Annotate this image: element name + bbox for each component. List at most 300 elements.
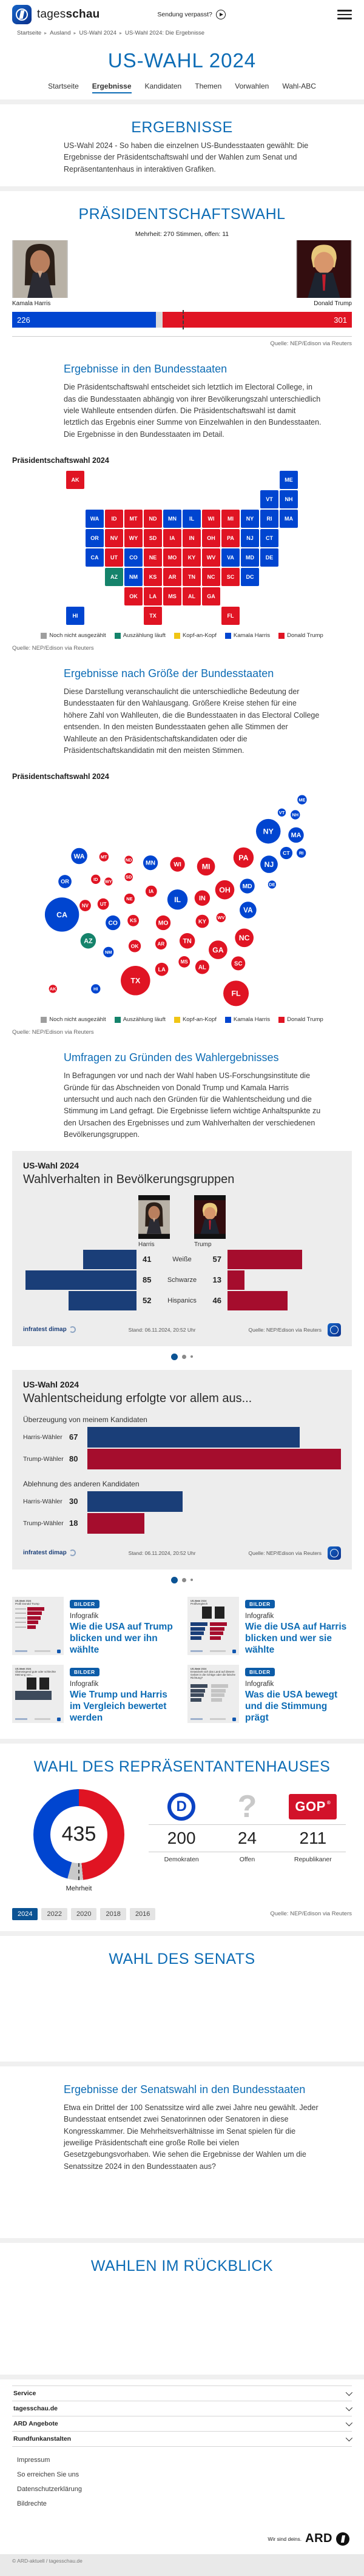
tab-themen[interactable]: Themen: [195, 82, 222, 90]
state-bubble-AK[interactable]: [49, 985, 57, 993]
breadcrumb: [0, 27, 364, 41]
bubble-legend: [0, 1016, 364, 1023]
legend-swatch: [41, 633, 47, 639]
state-tile-NJ[interactable]: NJ: [241, 529, 259, 547]
teaser-kicker: Infografik: [245, 1612, 274, 1620]
state-bubble-SC[interactable]: [231, 957, 245, 971]
state-tile-NY[interactable]: NY: [241, 510, 259, 528]
state-tile-ND[interactable]: ND: [144, 510, 162, 528]
svg-text:WI: WI: [174, 861, 181, 869]
state-bubble-WI[interactable]: [170, 857, 184, 872]
thumb-title: Profil Donald Trump: [15, 1602, 39, 1605]
reason-row: [23, 1512, 341, 1534]
state-tile-MI[interactable]: MI: [221, 510, 240, 528]
thumb-bar-row: [190, 1684, 207, 1688]
legend-item: [115, 1016, 166, 1023]
teaser-title[interactable]: Was die USA bewegt und die Stimmung prägt: [245, 1689, 338, 1724]
footer-link[interactable]: Impressum: [17, 2456, 50, 2464]
carousel-dot[interactable]: [190, 1355, 193, 1358]
state-bubble-IN[interactable]: [195, 891, 210, 906]
state-tile-SD[interactable]: SD: [144, 529, 162, 547]
us-bubble-map: [39, 784, 325, 1010]
state-bubble-LA[interactable]: [155, 963, 169, 976]
reason-bar: [87, 1513, 144, 1534]
svg-text:OR: OR: [61, 878, 69, 885]
state-bubble-KY[interactable]: [196, 915, 209, 928]
year-button-2018[interactable]: 2018: [100, 1908, 126, 1920]
state-tile-AR[interactable]: AR: [163, 568, 181, 586]
carousel-dot[interactable]: [182, 1578, 186, 1582]
carousel-dot-active[interactable]: [171, 1354, 178, 1360]
state-bubble-RI[interactable]: [297, 849, 306, 858]
majority-note: Mehrheit: 270 Stimmen, offen: 11: [135, 231, 229, 238]
thumb-face-trump: [215, 1607, 224, 1619]
thumb-bar-row: [190, 1627, 207, 1631]
year-button-2020[interactable]: 2020: [71, 1908, 96, 1920]
trump-small-label: Trump: [194, 1241, 212, 1248]
trump-bar-track: [228, 1291, 341, 1310]
footer-accordion-service[interactable]: [12, 2385, 352, 2401]
card-wahlentscheidung: [12, 1370, 352, 1570]
harris-bar-track: [23, 1291, 136, 1310]
breadcrumb-separator: ▸: [119, 30, 122, 36]
card1-source: Quelle: NEP/Edison via Reuters: [248, 1326, 322, 1333]
ard-wordmark: ARD: [305, 2532, 332, 2545]
svg-text:MS: MS: [180, 959, 188, 965]
state-tile-UT[interactable]: UT: [105, 548, 123, 567]
svg-text:VT: VT: [278, 810, 285, 816]
state-tile-OH[interactable]: OH: [202, 529, 220, 547]
legend-item: [225, 632, 270, 639]
teaser-title[interactable]: Wie Trump und Harris im Vergleich bewertet werden: [70, 1689, 167, 1724]
thumb-bar: [210, 1627, 224, 1631]
thumb-bar: [27, 1616, 41, 1620]
breadcrumb-item[interactable]: US-Wahl 2024: [79, 30, 116, 36]
state-bubble-WV[interactable]: [217, 913, 226, 922]
state-bubble-NJ[interactable]: [260, 855, 278, 873]
harris-bar: [83, 1250, 136, 1269]
thumb-footer: [190, 1650, 236, 1653]
hamburger-menu-icon[interactable]: [337, 7, 352, 22]
teaser-text: [245, 1597, 352, 1656]
tagesschau-brand[interactable]: [12, 5, 99, 24]
svg-text:HI: HI: [93, 986, 98, 992]
state-tile-MA[interactable]: MA: [280, 510, 298, 528]
svg-text:TN: TN: [183, 937, 192, 945]
ev-segment-harris: 226: [12, 312, 156, 328]
state-tile-WI[interactable]: WI: [202, 510, 220, 528]
card2-title: Wahlentscheidung erfolgte vor allem aus...: [23, 1391, 252, 1405]
svg-text:ME: ME: [298, 797, 306, 803]
state-tile-KS[interactable]: KS: [144, 568, 162, 586]
state-tile-MN[interactable]: MN: [163, 510, 181, 528]
thumb-title: Überwiegend gute oder schlechte Meinung von...: [15, 1670, 56, 1676]
stand-label: Stand: 06.11.2024, 20:52 Uhr: [128, 1326, 196, 1333]
thumb-bar-row: [190, 1631, 207, 1635]
breadcrumb-item[interactable]: US-Wahl 2024: Die Ergebnisse: [124, 30, 205, 36]
state-tile-MT[interactable]: MT: [124, 510, 143, 528]
state-tile-NE[interactable]: NE: [144, 548, 162, 567]
reason-bar-track: [87, 1449, 341, 1469]
state-tile-AZ[interactable]: AZ: [105, 568, 123, 586]
tab-ergebnisse[interactable]: Ergebnisse: [92, 82, 132, 93]
state-bubble-HI[interactable]: [91, 984, 100, 993]
state-bubble-MI[interactable]: [197, 858, 215, 876]
tab-bar: [0, 72, 364, 99]
year-button-2016[interactable]: 2016: [130, 1908, 155, 1920]
legend-swatch: [174, 633, 180, 639]
reason-bar-track: [87, 1491, 341, 1512]
reason-bar: [87, 1427, 300, 1448]
bubble-source: Quelle: NEP/Edison via Reuters: [12, 1029, 94, 1036]
state-tile-VT[interactable]: VT: [260, 490, 278, 508]
harris-small-photo: [138, 1195, 170, 1239]
state-bubble-DE[interactable]: [268, 881, 276, 889]
state-tile-WY[interactable]: WY: [124, 529, 143, 547]
thumb-mini-chart: [190, 1622, 207, 1641]
thumb-mini-chart: [15, 1691, 61, 1700]
carousel-dot[interactable]: [182, 1355, 186, 1359]
state-bubble-OK[interactable]: [129, 940, 141, 953]
svg-text:OH: OH: [219, 886, 231, 895]
footer-accordion-tagesschaude[interactable]: [12, 2401, 352, 2416]
state-bubble-AR[interactable]: [155, 939, 167, 950]
majority-label: Mehrheit: [66, 1884, 92, 1892]
harris-small-label: Harris: [138, 1241, 155, 1248]
house-stats: [149, 1789, 346, 1863]
footer-link[interactable]: Datenschutzerklärung: [17, 2486, 83, 2493]
state-tile-IL[interactable]: IL: [183, 510, 201, 528]
row-labels: [136, 1275, 228, 1284]
carousel-dot[interactable]: [190, 1579, 193, 1581]
senate-results-heading: Ergebnisse der Senatswahl in den Bundesstaaten: [64, 2083, 306, 2096]
trump-bar-track: [228, 1250, 341, 1269]
state-bubble-FL[interactable]: [223, 981, 249, 1006]
state-tile-NV[interactable]: NV: [105, 529, 123, 547]
state-bubble-MT[interactable]: [99, 852, 109, 861]
state-tile-VA[interactable]: VA: [221, 548, 240, 567]
thumb-bar-row: [15, 1620, 61, 1624]
svg-text:MT: MT: [101, 854, 107, 860]
state-bubble-GA[interactable]: [209, 940, 228, 959]
state-tile-LA[interactable]: LA: [144, 587, 162, 605]
state-tile-HI[interactable]: HI: [66, 607, 84, 625]
state-tile-KY[interactable]: KY: [183, 548, 201, 567]
legend-swatch: [225, 1017, 231, 1023]
thumb-bar: [211, 1693, 224, 1697]
thumb-bar: [210, 1636, 221, 1640]
reason-bar: [87, 1449, 341, 1469]
legend-item: [41, 632, 106, 639]
state-bubble-NE[interactable]: [124, 894, 135, 904]
state-bubble-MO[interactable]: [156, 915, 170, 930]
state-bubble-ND[interactable]: [125, 856, 133, 864]
state-tile-TN[interactable]: TN: [183, 568, 201, 586]
house-heading: WAHL DES REPRÄSENTANTENHAUSES: [33, 1758, 331, 1775]
svg-text:MN: MN: [146, 860, 156, 867]
teaser-title[interactable]: Wie die USA auf Harris blicken und wer sie wählte: [245, 1621, 347, 1656]
row-labels: [136, 1296, 228, 1305]
svg-text:NY: NY: [263, 827, 274, 836]
state-tile-ID[interactable]: ID: [105, 510, 123, 528]
thumb-bar-row: [15, 1611, 61, 1615]
thumb-bar-row: [190, 1693, 207, 1697]
state-bubble-NC[interactable]: [235, 929, 254, 948]
footer-accordion-ardangebote[interactable]: [12, 2416, 352, 2431]
svg-text:CA: CA: [56, 911, 68, 920]
state-bubble-SD[interactable]: [125, 873, 133, 881]
thumb-bar-row: [15, 1607, 61, 1611]
card2-kicker: US-Wahl 2024: [23, 1379, 79, 1389]
state-tile-SC[interactable]: SC: [221, 568, 240, 586]
teaser-2[interactable]: [187, 1597, 352, 1656]
state-bubble-NM[interactable]: [103, 947, 113, 957]
state-bubble-MS[interactable]: [178, 956, 190, 968]
state-bubble-CT[interactable]: [280, 847, 292, 859]
state-tile-OR[interactable]: OR: [86, 529, 104, 547]
state-tile-MO[interactable]: MO: [163, 548, 181, 567]
svg-text:AZ: AZ: [84, 937, 93, 945]
thumb-bar: [211, 1689, 226, 1693]
legend-swatch: [41, 1017, 47, 1023]
reason-row-value: 80: [69, 1454, 78, 1463]
teaser-grid: [12, 1597, 352, 1724]
state-tile-CT[interactable]: CT: [260, 529, 278, 547]
footer-link[interactable]: So erreichen Sie uns: [17, 2471, 79, 2478]
state-tile-RI[interactable]: RI: [260, 510, 278, 528]
header: [0, 0, 364, 27]
teaser-text: [70, 1597, 177, 1656]
thumb-footer: [15, 1718, 61, 1721]
state-tile-GA[interactable]: GA: [202, 587, 220, 605]
thumb-bar: [190, 1627, 205, 1631]
state-tile-FL[interactable]: FL: [221, 607, 240, 625]
retro-heading: WAHLEN IM RÜCKBLICK: [90, 2257, 274, 2274]
state-bubble-VA[interactable]: [240, 902, 257, 919]
year-button-2022[interactable]: 2022: [41, 1908, 67, 1920]
gop-logo: GOP ®: [289, 1794, 337, 1819]
state-tile-IN[interactable]: IN: [183, 529, 201, 547]
senate-map-placeholder: [0, 2173, 364, 2227]
state-bubble-WY[interactable]: [104, 878, 112, 886]
footer-link[interactable]: Bildrechte: [17, 2500, 47, 2507]
thumb-bar: [210, 1622, 227, 1626]
reason-row-value: 18: [69, 1519, 78, 1528]
demographics-row: [23, 1249, 341, 1270]
state-bubble-OR[interactable]: [58, 875, 72, 888]
house-total: 435: [61, 1822, 96, 1846]
demographics-row: [23, 1290, 341, 1311]
thumb-bar: [27, 1620, 38, 1624]
thumb-bar-label: [15, 1627, 26, 1628]
senate-chart-placeholder: [0, 1972, 364, 2051]
thumb-mini-chart: [15, 1607, 61, 1629]
state-bubble-AL[interactable]: [195, 960, 209, 974]
state-bubble-MN[interactable]: [143, 855, 158, 870]
tab-kandidaten[interactable]: Kandidaten: [144, 82, 182, 90]
hero: [0, 41, 364, 99]
state-tile-NM[interactable]: NM: [124, 568, 143, 586]
state-tile-AK[interactable]: AK: [66, 471, 84, 489]
breadcrumb-item[interactable]: Startseite: [17, 30, 42, 36]
thumb-bar-label: [15, 1613, 26, 1614]
us-states-map: [0, 471, 364, 625]
thumb-bar: [190, 1631, 204, 1635]
svg-text:VA: VA: [243, 906, 253, 915]
svg-text:IA: IA: [149, 889, 154, 895]
state-bubble-MD[interactable]: [240, 879, 254, 894]
footer-accordion-rundfunkanstalten[interactable]: [12, 2431, 352, 2447]
footer-links: [12, 2453, 352, 2511]
teaser-1[interactable]: [12, 1597, 177, 1656]
state-tile-DC[interactable]: DC: [241, 568, 259, 586]
legend-swatch: [278, 1017, 285, 1023]
state-tile-TX[interactable]: TX: [144, 607, 162, 625]
majority-270-marker: [183, 310, 184, 329]
reason-bar-track: [87, 1427, 341, 1448]
reason-row-label: Trump-Wähler: [23, 1455, 64, 1463]
state-bubble-IA[interactable]: [146, 886, 157, 897]
democrats-label: Demokraten: [164, 1855, 199, 1863]
demographics-chart: [23, 1249, 341, 1311]
legend-label: Kamala Harris: [233, 632, 271, 639]
state-bubble-OH[interactable]: [215, 880, 235, 900]
svg-text:GA: GA: [212, 946, 224, 955]
missed-broadcast-link[interactable]: [157, 10, 225, 19]
state-bubble-NV[interactable]: [79, 900, 91, 911]
state-bubble-TX[interactable]: [121, 966, 150, 995]
bilder-badge: BILDER: [245, 1600, 275, 1608]
section-senat: [0, 1936, 364, 2062]
harris-bar: [25, 1270, 136, 1290]
source-line: Quelle: NEP/Edison via Reuters: [270, 340, 352, 348]
map-legend: [0, 632, 364, 639]
svg-text:NJ: NJ: [264, 860, 274, 869]
thumb-bar: [190, 1684, 207, 1688]
teaser-3[interactable]: [12, 1665, 177, 1724]
state-tile-IA[interactable]: IA: [163, 529, 181, 547]
breadcrumb-item[interactable]: Ausland: [50, 30, 71, 36]
svg-text:WV: WV: [217, 915, 225, 921]
tab-vorwahlen[interactable]: Vorwahlen: [235, 82, 269, 90]
teaser-4[interactable]: [187, 1665, 352, 1724]
state-bubble-UT[interactable]: [98, 899, 109, 910]
state-tile-WA[interactable]: WA: [86, 510, 104, 528]
state-bubble-NY[interactable]: [256, 819, 281, 844]
thumb-two-cols: [190, 1620, 236, 1641]
republicans-count: 211: [299, 1828, 327, 1847]
state-tile-AL[interactable]: AL: [183, 587, 201, 605]
legend-swatch: [225, 633, 231, 639]
svg-text:IL: IL: [174, 895, 181, 905]
trump-value: 13: [212, 1275, 221, 1284]
state-bubble-NH[interactable]: [291, 811, 300, 820]
trump-value: 46: [212, 1296, 221, 1305]
state-tile-DE[interactable]: DE: [260, 548, 278, 567]
state-tile-WV[interactable]: WV: [202, 548, 220, 567]
thumb-footer: [190, 1718, 236, 1721]
thumb-bar: [211, 1698, 222, 1702]
state-tile-NC[interactable]: NC: [202, 568, 220, 586]
majority-marker: [78, 1863, 79, 1880]
state-bubble-ID[interactable]: [91, 875, 100, 884]
card1-kicker: US-Wahl 2024: [23, 1160, 79, 1170]
state-bubble-MA[interactable]: [288, 828, 303, 843]
thumb-bar-row: [15, 1696, 61, 1699]
state-bubble-AZ[interactable]: [81, 933, 96, 948]
category-label: Weiße: [172, 1255, 192, 1263]
state-bubble-CA[interactable]: [45, 898, 79, 932]
legend-item: [115, 632, 166, 639]
harris-value: 85: [143, 1275, 152, 1284]
thumb-bar: [190, 1689, 205, 1693]
trump-bar: [228, 1291, 288, 1310]
reason-group-label: Überzeugung von meinem Kandidaten: [23, 1415, 147, 1424]
states-heading: Ergebnisse in den Bundesstaaten: [64, 363, 228, 376]
svg-text:KS: KS: [130, 918, 137, 924]
thumb-bar: [27, 1607, 44, 1611]
state-bubble-ME[interactable]: [297, 795, 306, 804]
card1-footer: [23, 1320, 341, 1340]
state-tile-PA[interactable]: PA: [221, 529, 240, 547]
state-bubble-PA[interactable]: [234, 848, 254, 868]
state-tile-CA[interactable]: CA: [86, 548, 104, 567]
legend-label: Auszählung läuft: [123, 632, 166, 639]
legend-item: [278, 632, 323, 639]
thumb-bar-row: [190, 1622, 207, 1626]
state-bubble-WA[interactable]: [71, 848, 87, 865]
section-ergebnisse: [0, 104, 364, 186]
legend-label: Noch nicht ausgezählt: [49, 1016, 106, 1023]
bubble-chart-label: Präsidentschaftswahl 2024: [12, 772, 109, 781]
legend-swatch: [278, 633, 285, 639]
thumb-bar-label: [15, 1617, 26, 1619]
demographics-row: [23, 1270, 341, 1290]
state-tile-MD[interactable]: MD: [241, 548, 259, 567]
thumb-bar-row: [210, 1627, 227, 1631]
trump-bar: [228, 1250, 302, 1269]
state-bubble-IL[interactable]: [167, 889, 187, 909]
state-tile-CO[interactable]: CO: [124, 548, 143, 567]
svg-text:NV: NV: [81, 903, 89, 909]
year-button-2024[interactable]: 2024: [12, 1908, 38, 1920]
thumb-mini-chart: [210, 1622, 227, 1641]
state-tile-ME[interactable]: ME: [280, 471, 298, 489]
carousel-dot-active[interactable]: [171, 1577, 178, 1583]
state-bubble-VT[interactable]: [278, 809, 286, 817]
house-donut: [33, 1789, 124, 1892]
state-bubble-TN[interactable]: [180, 933, 195, 948]
thumb-footer: [15, 1650, 61, 1653]
thumb-bar: [190, 1698, 201, 1702]
svg-text:IN: IN: [198, 895, 206, 903]
reason-row-label: Harris-Wähler: [23, 1497, 62, 1505]
trump-name: Donald Trump: [314, 300, 352, 308]
tab-wahl-abc[interactable]: Wahl-ABC: [282, 82, 316, 90]
praesidentschaftswahl-heading: PRÄSIDENTSCHAFTSWAHL: [78, 206, 286, 223]
thumb-bar-row: [210, 1636, 227, 1640]
state-tile-NH[interactable]: NH: [280, 490, 298, 508]
state-tile-MS[interactable]: MS: [163, 587, 181, 605]
trump-bar: [228, 1270, 244, 1290]
bilder-badge: BILDER: [70, 1600, 99, 1608]
state-bubble-CO[interactable]: [106, 915, 120, 930]
teaser-title[interactable]: Wie die USA auf Trump blicken und wer ihn wählte: [70, 1621, 173, 1656]
tab-startseite[interactable]: Startseite: [48, 82, 79, 90]
state-bubble-KS[interactable]: [127, 915, 139, 926]
state-tile-OK[interactable]: OK: [124, 587, 143, 605]
section-rueckblick: [0, 2243, 364, 2375]
